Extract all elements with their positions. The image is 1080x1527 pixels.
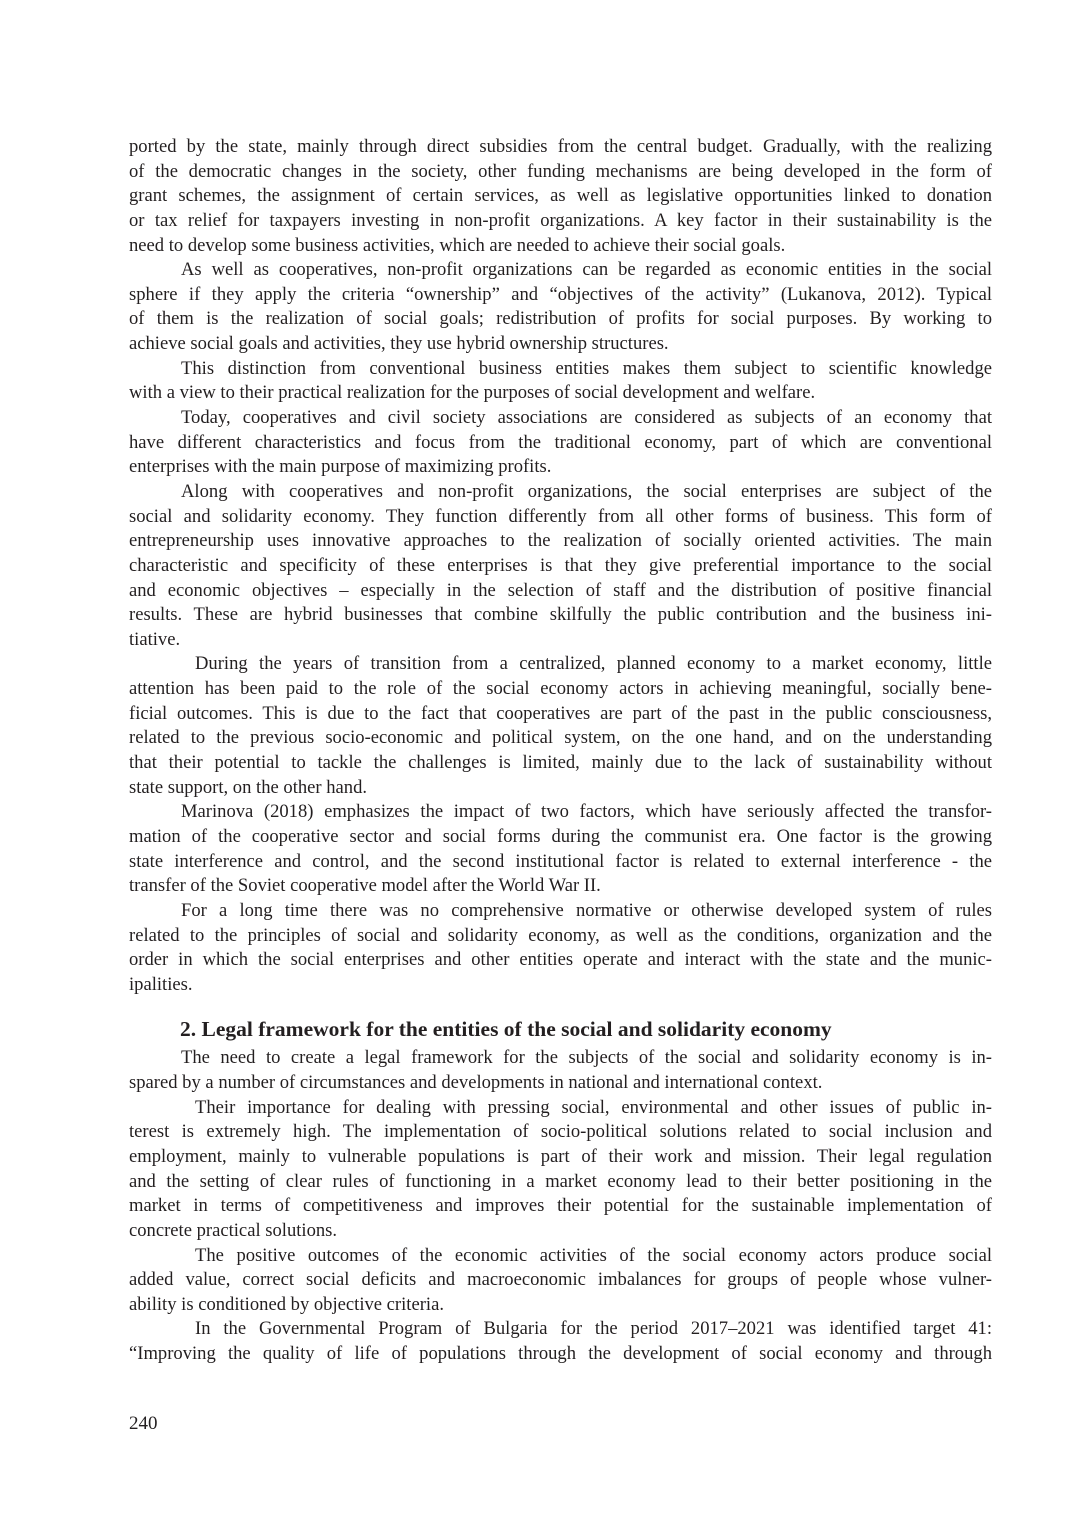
text-line: and the setting of clear rules of functioning in a market economy lead to their better positioning in the <box>129 1170 992 1192</box>
paragraph <box>129 357 992 406</box>
text-line: The need to create a legal framework for the subjects of the social and solidarity economy is in- <box>181 1047 992 1069</box>
document-page <box>129 135 992 1367</box>
paragraph <box>129 1317 992 1366</box>
paragraph <box>129 1244 992 1318</box>
paragraph <box>129 899 992 998</box>
text-line: order in which the social enterprises and other entities operate and interact with the state and the munic- <box>129 949 992 971</box>
text-line: sphere if they apply the criteria “ownership” and “objectives of the activity” (Lukanova, 2012). Typical <box>129 283 992 305</box>
text-line: enterprises with the main purpose of maximizing profits. <box>129 456 552 478</box>
text-line: entrepreneurship uses innovative approaches to the realization of socially oriented activities. The main <box>129 530 992 552</box>
paragraph <box>129 258 992 357</box>
text-line: have different characteristics and focus from the traditional economy, part of which are conventional <box>129 431 992 453</box>
text-line: of the democratic changes in the society, other funding mechanisms are being developed in the form of <box>129 160 992 182</box>
text-line: and economic objectives – especially in the selection of staff and the distribution of positive financial <box>129 579 992 601</box>
paragraph <box>129 1046 992 1095</box>
text-line: ipalities. <box>129 973 193 995</box>
text-line: ported by the state, mainly through direct subsidies from the central budget. Gradually, with the realizing <box>129 136 992 157</box>
text-line: state interference and control, and the second institutional factor is related to external interference - the <box>129 850 992 872</box>
paragraph <box>129 480 992 652</box>
text-line: with a view to their practical realization for the purposes of social development and welfare. <box>129 382 816 404</box>
text-line: or tax relief for taxpayers investing in non-profit organizations. A key factor in their sustainability is the <box>129 209 992 231</box>
page-number: 240 <box>129 1413 158 1434</box>
text-line: Their importance for dealing with pressing social, environmental and other issues of public in- <box>195 1096 992 1118</box>
paragraph <box>129 406 992 480</box>
text-line: concrete practical solutions. <box>129 1219 338 1241</box>
text-line: Today, cooperatives and civil society associations are considered as subjects of an economy that <box>181 407 992 429</box>
section-heading: 2. Legal framework for the entities of the social and solidarity economy <box>180 1017 832 1042</box>
body-text-after-heading <box>129 1046 992 1366</box>
text-line: related to the previous socio-economic and political system, on the one hand, and on the understanding <box>129 727 992 749</box>
text-line: of them is the realization of social goals; redistribution of profits for social purposes. By working to <box>129 308 992 330</box>
text-line: Along with cooperatives and non-profit organizations, the social enterprises are subject of the <box>181 480 992 502</box>
text-line: This distinction from conventional business entities makes them subject to scientific knowledge <box>181 357 992 379</box>
paragraph <box>129 652 992 800</box>
text-line: The positive outcomes of the economic activities of the social economy actors produce social <box>195 1244 992 1266</box>
paragraph <box>129 800 992 899</box>
text-line: In the Governmental Program of Bulgaria for the period 2017–2021 was identified target 41: <box>195 1318 992 1340</box>
text-line: During the years of transition from a centralized, planned economy to a market economy, little <box>195 653 992 675</box>
text-line: spared by a number of circumstances and developments in national and international context. <box>129 1072 823 1094</box>
text-line: related to the principles of social and solidarity economy, as well as the conditions, organization and the <box>129 924 992 946</box>
text-line: ficial outcomes. This is due to the fact that cooperatives are part of the past in the public consciousness, <box>129 702 992 724</box>
text-line: added value, correct social deficits and macroeconomic imbalances for groups of people whose vulner- <box>129 1269 992 1291</box>
text-line: transfer of the Soviet cooperative model after the World War II. <box>129 875 601 897</box>
text-line: social and solidarity economy. They function differently from all other forms of business. This form of <box>129 505 992 527</box>
text-line: market in terms of competitiveness and improves their potential for the sustainable implementation of <box>129 1195 992 1217</box>
text-line: achieve social goals and activities, they use hybrid ownership structures. <box>129 333 669 355</box>
text-line: need to develop some business activities, which are needed to achieve their social goals. <box>129 234 786 256</box>
text-line: mation of the cooperative sector and social forms during the communist era. One factor is the growing <box>129 825 992 847</box>
text-line: grant schemes, the assignment of certain services, as well as legislative opportunities linked to donation <box>129 185 992 207</box>
paragraph <box>129 135 992 258</box>
text-line: employment, mainly to vulnerable populations is part of their work and mission. Their legal regulation <box>129 1145 992 1167</box>
text-line: “Improving the quality of life of populations through the development of social economy and through <box>129 1343 992 1365</box>
text-line: For a long time there was no comprehensive normative or otherwise developed system of rules <box>181 899 992 921</box>
text-line: terest is extremely high. The implementation of socio-political solutions related to social inclusion and <box>129 1121 992 1143</box>
text-line: ability is conditioned by objective criteria. <box>129 1293 444 1315</box>
text-line: attention has been paid to the role of the social economy actors in achieving meaningful, socially bene- <box>129 678 992 700</box>
text-line: tiative. <box>129 628 181 650</box>
text-line: As well as cooperatives, non-profit organizations can be regarded as economic entities in the social <box>181 259 992 281</box>
text-line: characteristic and specificity of these enterprises is that they give preferential importance to the social <box>129 554 992 576</box>
text-line: state support, on the other hand. <box>129 776 368 798</box>
text-line: Marinova (2018) emphasizes the impact of two factors, which have seriously affected the transfor- <box>181 801 992 823</box>
paragraph <box>129 1096 992 1244</box>
text-line: that their potential to tackle the challenges is limited, mainly due to the lack of sustainability without <box>129 752 992 774</box>
body-text-before-heading <box>129 135 992 997</box>
text-line: results. These are hybrid businesses that combine skilfully the public contribution and the business ini- <box>129 604 992 626</box>
